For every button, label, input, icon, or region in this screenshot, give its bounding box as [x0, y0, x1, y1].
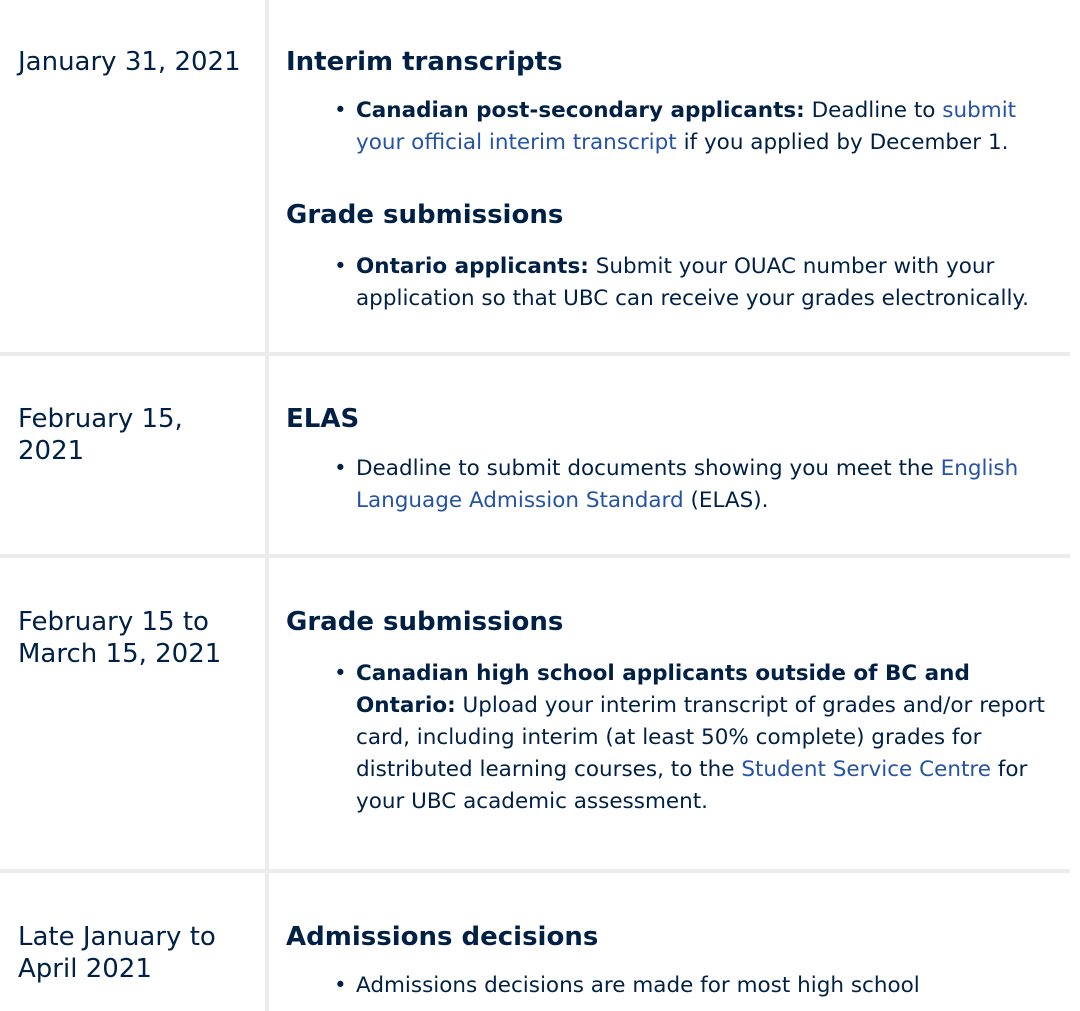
section-heading: ELAS — [286, 404, 360, 434]
list-item — [356, 95, 1056, 159]
list-item — [356, 658, 1056, 818]
student-service-centre-link[interactable]: Student Service Centre — [741, 757, 991, 782]
submit-interim-transcript-link[interactable]: submit your official interim transcript — [356, 98, 1017, 155]
row-divider — [0, 554, 1070, 558]
item-text: Deadline to — [804, 98, 943, 123]
item-lead: Canadian post-secondary applicants: — [356, 98, 805, 123]
row-date: February 15, 2021 — [18, 404, 183, 466]
item-text: Submit your OUAC number with your application so that UBC can receive your grades electronically. — [356, 254, 1029, 311]
column-divider — [265, 0, 269, 1011]
list-item — [356, 251, 1056, 315]
row-divider — [0, 352, 1070, 356]
row-date: February 15 to March 15, 2021 — [18, 607, 222, 669]
item-text: Upload your interim transcript of grades and/or report card, including interim (at least 50% complete) grades for distributed learning courses, to the — [356, 693, 1045, 782]
list-item — [356, 453, 1056, 517]
item-text: if you applied by December 1. — [676, 130, 1009, 155]
row-divider — [0, 869, 1070, 873]
section-heading: Interim transcripts — [286, 47, 563, 77]
item-lead: Ontario applicants: — [356, 254, 589, 279]
section-heading: Grade submissions — [286, 200, 564, 230]
item-text: for your UBC academic assessment. — [356, 757, 1028, 814]
row-date: Late January to April 2021 — [18, 922, 216, 984]
item-text: Deadline to submit documents showing you meet the — [356, 456, 941, 481]
item-lead: Canadian high school applicants outside of BC and Ontario: — [356, 661, 970, 718]
section-heading: Grade submissions — [286, 607, 564, 637]
section-heading: Admissions decisions — [286, 922, 599, 952]
row-date: January 31, 2021 — [18, 47, 241, 77]
elas-link[interactable]: English Language Admission Standard — [356, 456, 1019, 513]
item-text: (ELAS). — [683, 488, 769, 513]
list-item — [356, 970, 1056, 1002]
item-text: Admissions decisions are made for most high school — [356, 973, 920, 998]
